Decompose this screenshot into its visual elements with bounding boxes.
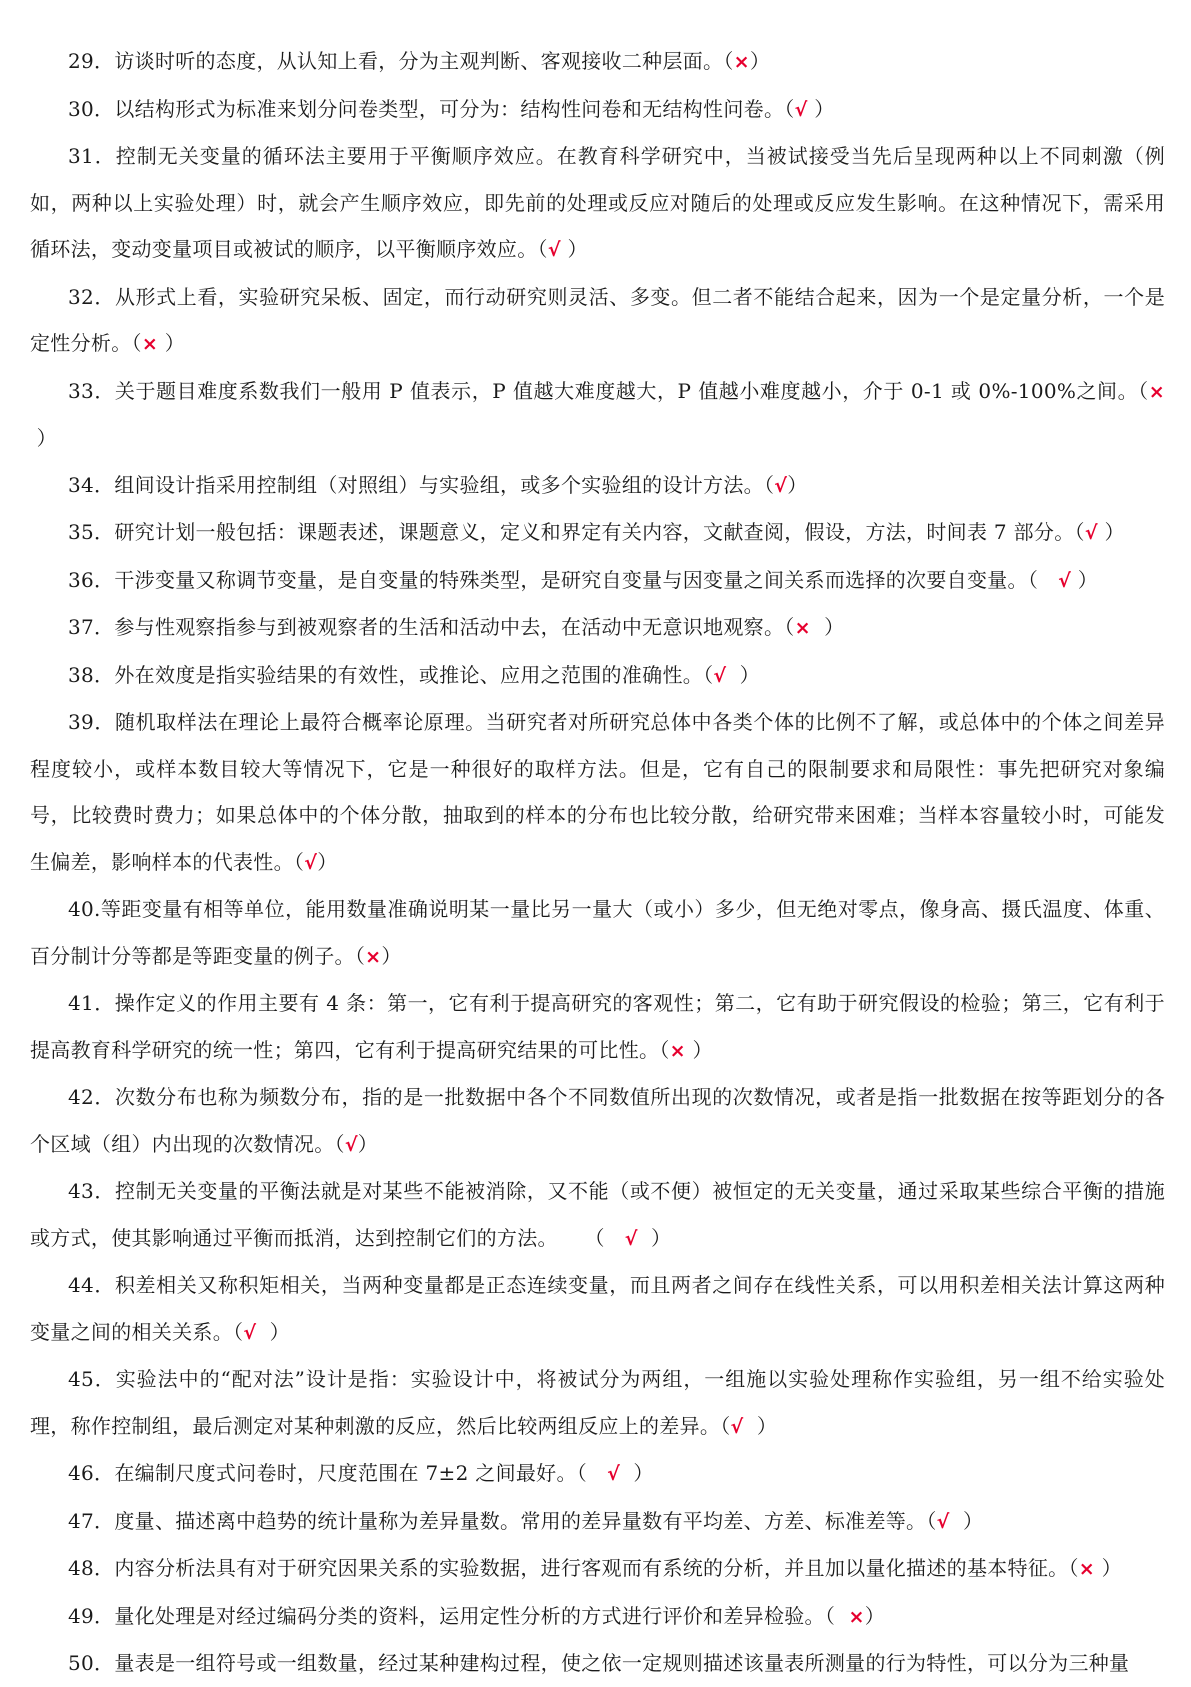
cross-mark-icon: × — [365, 945, 382, 968]
answer-paren-open: （ — [1068, 1556, 1079, 1580]
question-item — [30, 1168, 1165, 1262]
question-number: 34． — [68, 472, 115, 497]
answer-paren-close: ） — [30, 426, 57, 450]
question-item — [30, 1545, 1165, 1593]
answer-paren-open: （ — [1138, 378, 1149, 403]
answer-paren-close: ） — [256, 1319, 290, 1344]
cross-mark-icon: × — [733, 51, 750, 73]
question-number: 29． — [68, 49, 115, 73]
question-item — [30, 274, 1165, 368]
question-item — [30, 368, 1165, 462]
question-item — [30, 699, 1165, 886]
question-item — [30, 652, 1165, 700]
question-number: 33． — [68, 378, 115, 403]
question-number: 45． — [68, 1367, 116, 1391]
question-text: 内容分析法具有对于研究因果关系的实验数据，进行客观而有系统的分析，并且加以量化描述的基本特征。 — [114, 1556, 1069, 1580]
check-mark-icon: √ — [713, 664, 727, 687]
check-mark-icon: √ — [730, 1415, 744, 1438]
question-text: 实验法中的“配对法”设计是指：实验设计中，将被试分为两组，一组施以实验处理称作实验组，另一组不给实验处理，称作控制组，最后测定对某种刺激的反应，然后比较两组反应上的差异。 — [30, 1367, 1165, 1438]
cross-mark-icon: × — [848, 1605, 865, 1628]
answer-paren-open: （ — [784, 615, 795, 639]
question-text: 积差相关又称积矩相关，当两种变量都是正态连续变量，而且两者之间存在线性关系，可以用积差相关法计算这两种变量之间的相关关系。 — [30, 1273, 1165, 1344]
answer-paren-close: ） — [864, 1603, 886, 1628]
question-number: 30． — [68, 96, 115, 121]
answer-paren-open: （ — [659, 1037, 670, 1062]
question-number: 39． — [68, 710, 115, 734]
answer-paren-close: ） — [743, 1413, 778, 1438]
check-mark-icon: √ — [607, 1463, 621, 1485]
check-mark-icon: √ — [1058, 569, 1072, 592]
check-mark-icon: √ — [547, 239, 561, 261]
question-number: 41． — [68, 991, 115, 1015]
question-item — [30, 38, 1165, 86]
check-mark-icon: √ — [304, 851, 318, 874]
question-item — [30, 86, 1165, 134]
answer-paren-close: ） — [158, 331, 186, 355]
question-text: 以结构形式为标准来划分问卷类型，可分为：结构性问卷和无结构性问卷。 — [114, 96, 785, 121]
question-text: 访谈时听的态度，从认知上看，分为主观判断、客观接收二种层面。 — [114, 49, 724, 73]
question-number: 32． — [68, 284, 115, 309]
answer-paren-open: （ — [723, 49, 734, 73]
question-number: 31． — [68, 144, 116, 168]
answer-paren-open: （ — [334, 1131, 345, 1156]
answer-paren-close: ） — [317, 849, 338, 874]
question-number: 42． — [68, 1085, 115, 1109]
question-text: 量表是一组符号或一组数量，经过某种建构过程，使之依一定规则描述该量表所测量的行为特性，可以分为三种量 — [114, 1651, 1130, 1675]
question-text: 控制无关变量的平衡法就是对某些不能被消除，又不能（或不便）被恒定的无关变量，通过采取某些综合平衡的措施或方式，使其影响通过平衡而抵消，达到控制它们的方法。 — [30, 1179, 1165, 1250]
question-item — [30, 1593, 1165, 1641]
answer-paren-open: （ — [784, 96, 795, 121]
answer-paren-close: ） — [810, 615, 845, 639]
answer-paren-close: ） — [1097, 520, 1125, 544]
check-mark-icon: √ — [624, 1227, 638, 1250]
answer-paren-close: ） — [787, 472, 808, 497]
question-text: 关于题目难度系数我们一般用 P 值表示，P 值越大难度越大，P 值越小难度越小，介于 0-1 或 0%-100%之间。 — [114, 378, 1139, 403]
question-text: 在编制尺度式问卷时，尺度范围在 7±2 之间最好。 — [114, 1461, 577, 1485]
question-number: 36． — [68, 567, 115, 592]
answer-paren-open: （ — [131, 331, 142, 355]
question-number: 44． — [68, 1273, 115, 1297]
answer-paren-close: ） — [357, 1131, 379, 1156]
answer-paren-close: ） — [620, 1461, 654, 1485]
question-text: 次数分布也称为频数分布，指的是一批数据中各个不同数值所出现的次数情况，或者是指一批数据在按等距划分的各个区域（组）内出现的次数情况。 — [30, 1085, 1165, 1156]
question-item — [30, 1262, 1165, 1356]
answer-paren-close: ） — [726, 662, 760, 687]
check-mark-icon: √ — [344, 1133, 358, 1156]
answer-paren-open: （ — [1027, 567, 1059, 592]
question-text: 量化处理是对经过编码分类的资料，运用定性分析的方式进行评价和差异检验。 — [114, 1603, 825, 1628]
question-item — [30, 1074, 1165, 1168]
answer-paren-close: ） — [1095, 1556, 1122, 1580]
question-text: 从形式上看，实验研究呆板、固定，而行动研究则灵活、多变。但二者不能结合起来，因为一个是定量分析，一个是定性分析。 — [30, 284, 1165, 355]
question-item — [30, 1450, 1165, 1498]
question-item — [30, 1640, 1165, 1687]
answer-paren-open: （ — [354, 943, 366, 968]
check-mark-icon: √ — [243, 1321, 257, 1344]
answer-paren-close: ） — [381, 943, 402, 968]
question-text: 干涉变量又称调节变量，是自变量的特殊类型，是研究自变量与因变量之间关系而选择的次要自变量。 — [114, 567, 1028, 592]
question-item — [30, 980, 1165, 1074]
question-list — [30, 38, 1165, 1687]
question-text: 操作定义的作用主要有 4 条：第一，它有利于提高研究的客观性；第二，它有助于研究假设的检验；第三，它有利于提高教育科学研究的统一性；第四，它有利于提高研究结果的可比性。 — [30, 991, 1165, 1062]
cross-mark-icon: × — [141, 333, 159, 355]
check-mark-icon: √ — [774, 474, 788, 497]
cross-mark-icon: × — [1078, 1558, 1096, 1580]
question-number: 40. — [68, 897, 101, 921]
answer-paren-close: ） — [637, 1225, 672, 1250]
answer-paren-close: ） — [949, 1508, 984, 1533]
answer-paren-open: （ — [720, 1413, 731, 1438]
question-number: 49． — [68, 1603, 115, 1628]
question-item — [30, 462, 1165, 510]
answer-paren-open: （ — [703, 662, 714, 687]
answer-paren-close: ） — [749, 49, 771, 73]
question-number: 46． — [68, 1461, 115, 1485]
question-number: 50． — [68, 1651, 115, 1675]
question-text: 度量、描述离中趋势的统计量称为差异量数。常用的差异量数有平均差、方差、标准差等。 — [114, 1508, 927, 1533]
answer-paren-open: （ — [1074, 520, 1085, 544]
question-item — [30, 604, 1165, 652]
question-text: 随机取样法在理论上最符合概率论原理。当研究者对所研究总体中各类个体的比例不了解，或总体中的个体之间差异程度较小，或样本数目较大等情况下，它是一种很好的取样方法。但是，它有自己的限制要求和局限性：事先把研究对象编号，比较费时费力；如果总体中的个体分散，抽取到的样本的分布也比较分散，给研究带来困难；当样本容量较小时，可能发生偏差，影响样本的代表性。 — [30, 710, 1165, 874]
question-number: 38． — [68, 662, 115, 687]
answer-paren-open: （ — [537, 237, 548, 261]
question-text: 外在效度是指实验结果的有效性，或推论、应用之范围的准确性。 — [114, 662, 704, 687]
question-text: 组间设计指采用控制组（对照组）与实验组，或多个实验组的设计方法。 — [114, 472, 764, 497]
answer-paren-open: （ — [926, 1508, 937, 1533]
answer-paren-close: ） — [685, 1037, 713, 1062]
question-text: 等距变量有相等单位，能用数量准确说明某一量比另一量大（或小）多少，但无绝对零点，像身高、摄氏温度、体重、百分制计分等都是等距变量的例子。 — [30, 897, 1165, 968]
cross-mark-icon: × — [1148, 380, 1165, 403]
answer-paren-close: ） — [807, 96, 835, 121]
answer-paren-close: ） — [1071, 567, 1099, 592]
question-number: 48． — [68, 1556, 115, 1580]
question-text: 参与性观察指参与到被观察者的生活和活动中去，在活动中无意识地观察。 — [114, 615, 785, 639]
question-number: 35． — [68, 520, 115, 544]
cross-mark-icon: × — [669, 1039, 686, 1062]
question-item — [30, 1356, 1165, 1450]
question-number: 47． — [68, 1508, 115, 1533]
question-item — [30, 886, 1165, 980]
answer-paren-open: （ — [763, 472, 775, 497]
answer-paren-open: （ — [824, 1603, 849, 1628]
cross-mark-icon: × — [794, 617, 811, 639]
question-item — [30, 509, 1165, 557]
question-number: 43． — [68, 1179, 115, 1203]
answer-paren-open: （ — [557, 1225, 625, 1250]
question-item — [30, 133, 1165, 274]
question-item — [30, 557, 1165, 605]
question-text: 控制无关变量的循环法主要用于平衡顺序效应。在教育科学研究中，当被试接受当先后呈现两种以上不同刺激（例如，两种以上实验处理）时，就会产生顺序效应，即先前的处理或反应对随后的处理或反应发生影响。在这种情况下，需采用循环法，变动变量项目或被试的顺序，以平衡顺序效应。 — [30, 144, 1165, 261]
question-number: 37． — [68, 615, 115, 639]
question-item — [30, 1498, 1165, 1546]
check-mark-icon: √ — [794, 98, 808, 121]
answer-paren-open: （ — [576, 1461, 608, 1485]
question-text: 研究计划一般包括：课题表述，课题意义，定义和界定有关内容，文献查阅，假设，方法，时间表 7 部分。 — [114, 520, 1075, 544]
answer-paren-close: ） — [560, 237, 588, 261]
answer-paren-open: （ — [233, 1319, 244, 1344]
check-mark-icon: √ — [936, 1510, 950, 1533]
check-mark-icon: √ — [1084, 522, 1098, 544]
answer-paren-open: （ — [293, 849, 305, 874]
